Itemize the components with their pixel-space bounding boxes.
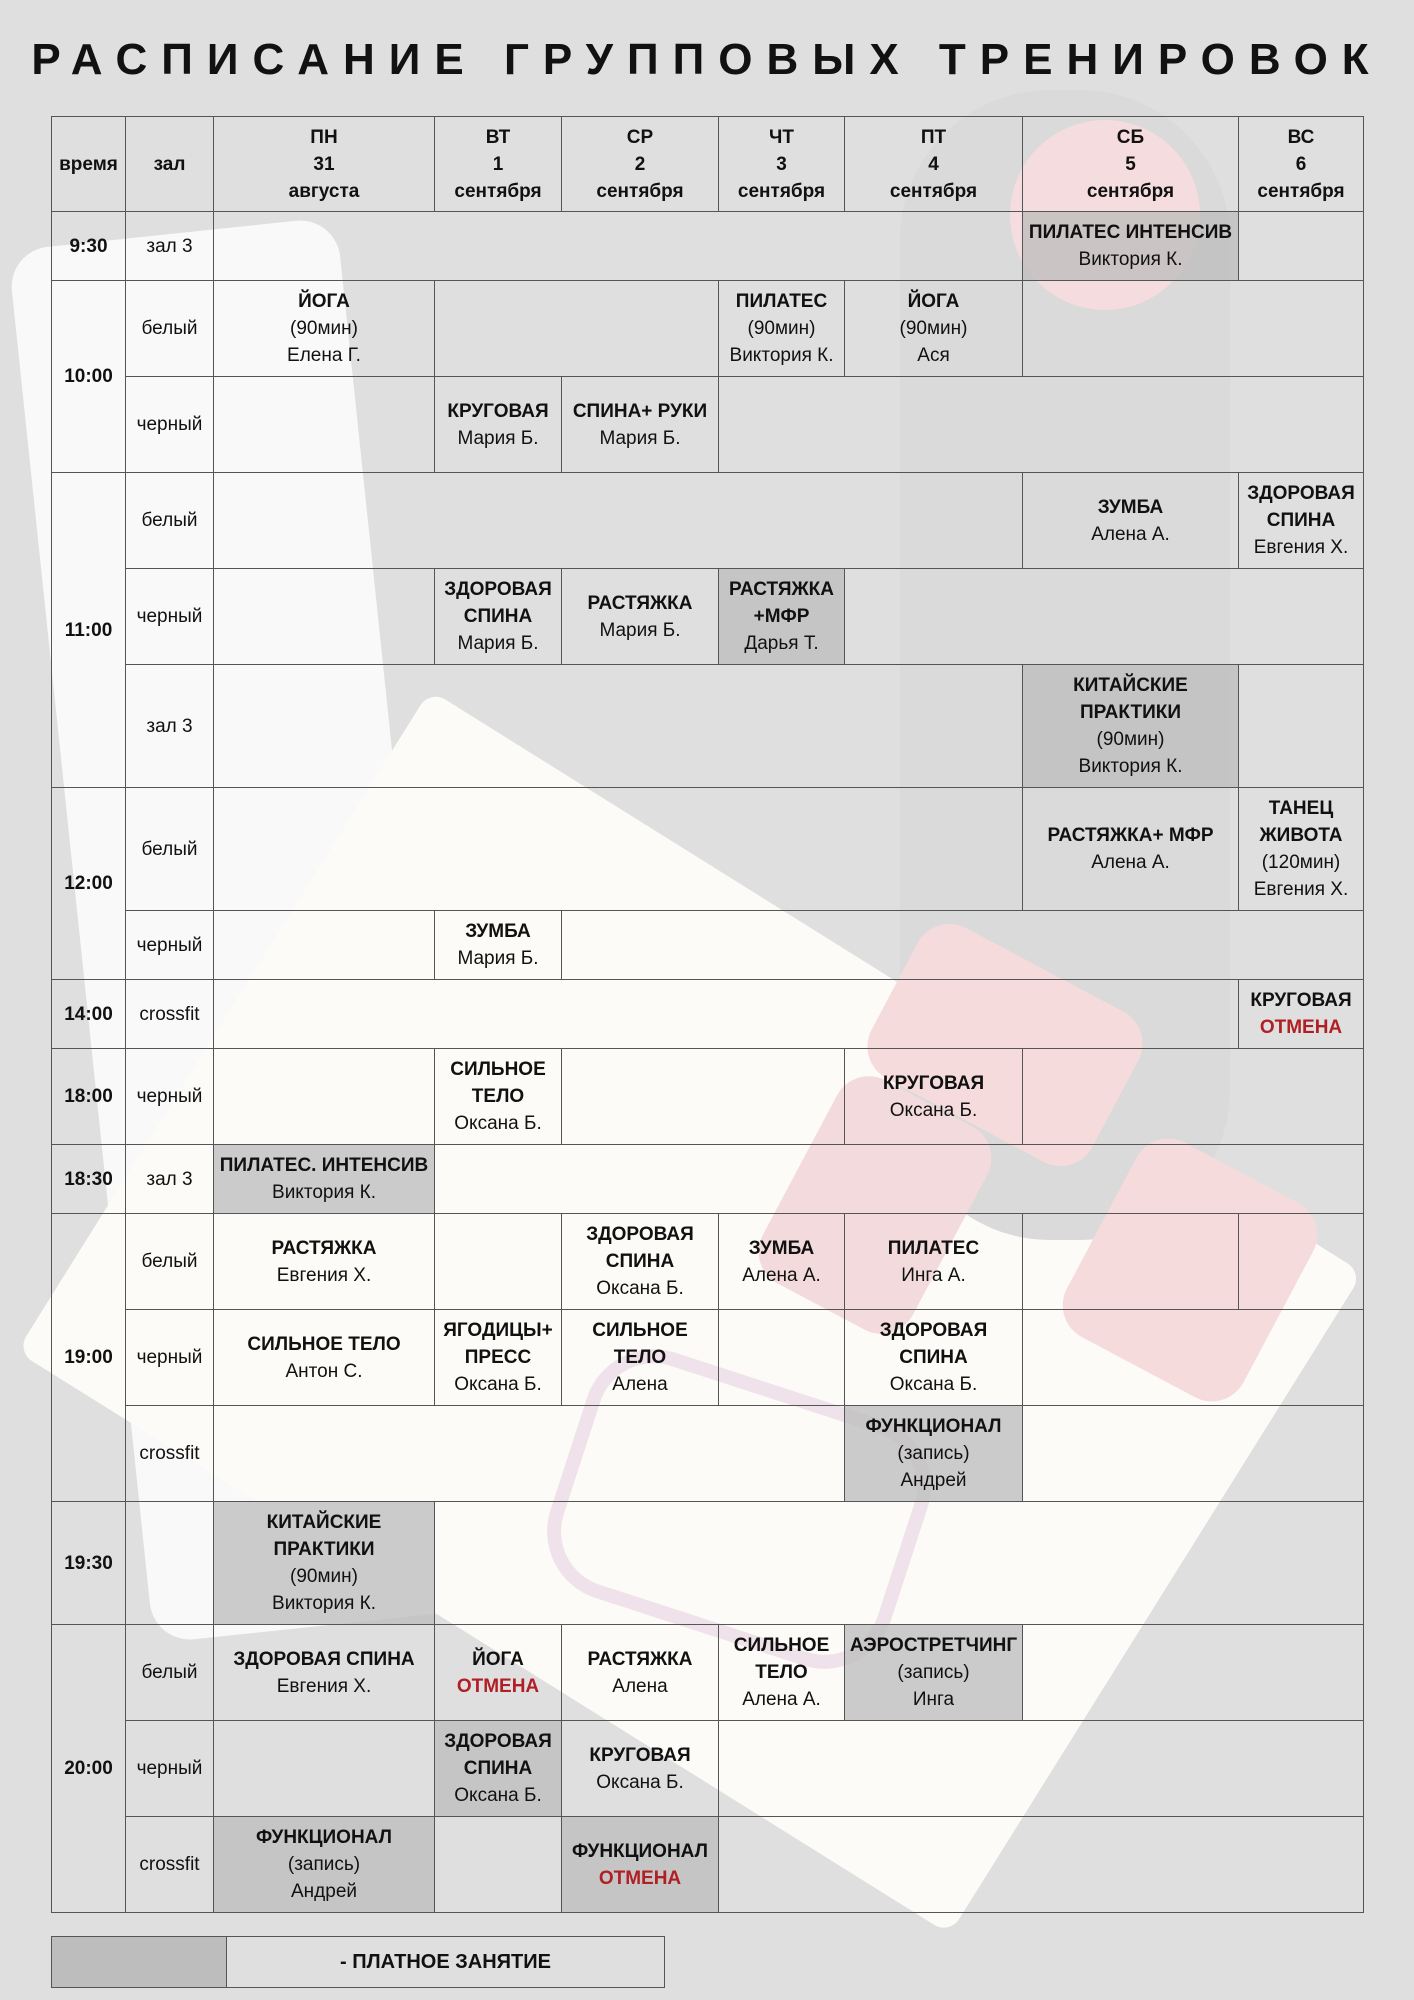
class-trainer: Мария Б. (457, 427, 539, 449)
day-number: 2 (634, 153, 646, 175)
class-name: ПИЛАТЕС ИНТЕНСИВ (1028, 222, 1233, 243)
class-trainer: Мария Б. (457, 633, 539, 654)
header-day (562, 117, 719, 212)
class-cell[interactable] (562, 1721, 719, 1817)
class-name: ЙОГА (298, 291, 350, 312)
class-name: ЗУМБА (1097, 496, 1164, 518)
class-name: ПИЛАТЕС. ИНТЕНСИВ (219, 1155, 429, 1176)
class-trainer: Мария Б. (599, 619, 681, 641)
time-cell: 14:00 (52, 980, 126, 1049)
class-trainer: Оксана Б. (889, 1374, 978, 1395)
hall-cell: черный (126, 1721, 214, 1817)
class-cell[interactable] (719, 569, 845, 665)
day-abbr: ПТ (920, 126, 947, 148)
class-duration: (120мин) (1261, 852, 1341, 873)
class-trainer: Виктория К. (729, 345, 834, 366)
day-abbr: ВС (1287, 126, 1315, 148)
class-name: КИТАЙСКИЕ ПРАКТИКИ (1073, 675, 1188, 723)
class-cell[interactable] (719, 1214, 845, 1310)
empty-cell (719, 1721, 1364, 1817)
class-cell[interactable] (435, 1721, 562, 1817)
schedule-row (52, 1049, 1364, 1145)
time-cell: 19:30 (52, 1502, 126, 1625)
class-duration: (запись) (287, 1854, 361, 1875)
class-trainer: Андрей (900, 1470, 967, 1491)
header-day (1239, 117, 1364, 212)
empty-cell (1239, 212, 1364, 281)
empty-cell (214, 980, 1239, 1049)
empty-cell (435, 1817, 562, 1913)
day-month: сентября (889, 180, 978, 202)
class-cell[interactable] (1239, 788, 1364, 911)
class-trainer: Оксана Б. (596, 1771, 684, 1793)
time-cell: 19:00 (52, 1214, 126, 1502)
class-duration: (запись) (897, 1662, 970, 1683)
class-cell[interactable] (214, 1502, 435, 1625)
class-cell[interactable] (562, 1310, 719, 1406)
class-name: КРУГОВАЯ (1250, 990, 1352, 1011)
class-cell[interactable] (435, 1310, 562, 1406)
empty-cell (845, 569, 1364, 665)
empty-cell (1023, 1625, 1364, 1721)
hall-cell: белый (126, 281, 214, 377)
class-cell[interactable] (435, 1625, 562, 1721)
class-name: ФУНКЦИОНАЛ (865, 1416, 1002, 1437)
class-cell[interactable] (1239, 473, 1364, 569)
class-name: КРУГОВАЯ (589, 1744, 691, 1766)
empty-cell (1023, 1310, 1364, 1406)
day-number: 6 (1295, 153, 1307, 175)
day-abbr: ПН (310, 126, 338, 148)
class-cell[interactable] (214, 1817, 435, 1913)
class-name: РАСТЯЖКА+ МФР (1047, 825, 1214, 846)
empty-cell (214, 377, 435, 473)
class-cell[interactable] (719, 281, 845, 377)
hall-cell: черный (126, 911, 214, 980)
schedule-row (52, 1625, 1364, 1721)
empty-cell (1023, 1406, 1364, 1502)
time-cell: 10:00 (52, 281, 126, 473)
class-trainer: Оксана Б. (596, 1278, 684, 1299)
schedule-row (52, 212, 1364, 281)
class-cell[interactable] (845, 1310, 1023, 1406)
header-day (435, 117, 562, 212)
class-trainer: Мария Б. (599, 427, 681, 449)
schedule-row (52, 1406, 1364, 1502)
empty-cell (562, 911, 1364, 980)
legend-label: - ПЛАТНОЕ ЗАНЯТИЕ (227, 1936, 665, 1988)
empty-cell (719, 377, 1364, 473)
class-trainer: Мария Б. (457, 948, 539, 969)
class-name: ЗДОРОВАЯ СПИНА (879, 1320, 988, 1368)
class-trainer: Виктория К. (272, 1182, 376, 1203)
empty-cell (214, 788, 1023, 911)
hall-cell: зал 3 (126, 212, 214, 281)
class-duration: (запись) (897, 1443, 970, 1464)
header-day (214, 117, 435, 212)
class-name: СИЛЬНОЕ ТЕЛО (247, 1333, 401, 1355)
hall-cell: crossfit (126, 1406, 214, 1502)
day-month: сентября (454, 180, 542, 202)
empty-cell (214, 212, 1023, 281)
hall-cell: белый (126, 788, 214, 911)
class-name: ЗДОРОВАЯ СПИНА (444, 579, 552, 627)
class-name: РАСТЯЖКА +МФР (728, 579, 834, 627)
hall-cell: белый (126, 1625, 214, 1721)
day-abbr: СБ (1116, 126, 1145, 148)
class-name: ФУНКЦИОНАЛ (572, 1840, 708, 1862)
class-trainer: Оксана Б. (454, 1785, 542, 1806)
header-time: время (52, 117, 126, 212)
hall-cell: черный (126, 1310, 214, 1406)
time-cell: 9:30 (52, 212, 126, 281)
class-cell[interactable] (562, 1817, 719, 1913)
schedule-row (52, 569, 1364, 665)
class-cell[interactable] (845, 1625, 1023, 1721)
class-trainer: Евгения Х. (276, 1264, 372, 1286)
empty-cell (435, 281, 719, 377)
empty-cell (214, 1721, 435, 1817)
class-trainer: Оксана Б. (454, 1113, 542, 1134)
class-cell[interactable] (214, 1625, 435, 1721)
hall-cell: crossfit (126, 980, 214, 1049)
class-trainer: Ася (917, 345, 950, 366)
day-number: 4 (928, 153, 939, 175)
empty-cell (1023, 281, 1364, 377)
class-cell[interactable] (562, 1214, 719, 1310)
class-trainer: Евгения Х. (276, 1675, 372, 1697)
header-day (719, 117, 845, 212)
schedule-row (52, 377, 1364, 473)
schedule-row (52, 788, 1364, 911)
class-duration: (90мин) (290, 1566, 358, 1587)
class-duration: (90мин) (747, 318, 816, 339)
class-cell[interactable] (435, 1049, 562, 1145)
time-cell: 11:00 (52, 473, 126, 788)
class-trainer: Инга А. (901, 1264, 966, 1286)
class-name: СИЛЬНОЕ ТЕЛО (733, 1635, 830, 1683)
day-month: сентября (596, 180, 684, 202)
class-cell[interactable] (1023, 788, 1239, 911)
header-hall: зал (126, 117, 214, 212)
class-trainer: Алена (612, 1675, 668, 1697)
empty-cell (214, 1406, 845, 1502)
hall-cell: зал 3 (126, 1145, 214, 1214)
class-cell[interactable] (435, 569, 562, 665)
day-abbr: ВТ (485, 126, 511, 148)
schedule-row (52, 980, 1364, 1049)
time-cell: 18:00 (52, 1049, 126, 1145)
class-name: ЯГОДИЦЫ+ ПРЕСС (443, 1320, 553, 1368)
empty-cell (435, 1502, 1364, 1625)
class-trainer: Оксана Б. (889, 1099, 978, 1121)
empty-cell (1023, 1214, 1239, 1310)
class-name: ЗУМБА (748, 1237, 815, 1259)
class-trainer: Инга (912, 1689, 955, 1710)
empty-cell (435, 1214, 562, 1310)
class-cell[interactable] (214, 281, 435, 377)
schedule-table (51, 116, 1364, 1913)
empty-cell (435, 1145, 1364, 1214)
class-name: КИТАЙСКИЕ ПРАКТИКИ (266, 1512, 382, 1560)
class-cell[interactable] (845, 1406, 1023, 1502)
class-trainer: Андрей (291, 1881, 357, 1902)
class-cell[interactable] (1239, 980, 1364, 1049)
empty-cell (214, 569, 435, 665)
class-trainer: Алена А. (1091, 852, 1170, 873)
class-name: СПИНА+ РУКИ (572, 400, 708, 422)
day-number: 31 (313, 153, 335, 175)
schedule-row (52, 281, 1364, 377)
class-name: РАСТЯЖКА (271, 1237, 377, 1259)
class-name: ЙОГА (472, 1648, 524, 1670)
class-name: ЗУМБА (465, 921, 531, 942)
class-name: ПИЛАТЕС (735, 291, 828, 312)
empty-cell (1239, 665, 1364, 788)
cancel-label: ОТМЕНА (598, 1867, 682, 1889)
class-cell[interactable] (435, 911, 562, 980)
day-number: 3 (776, 153, 787, 175)
class-trainer: Виктория К. (1078, 756, 1183, 777)
schedule-row (52, 1502, 1364, 1625)
class-name: КРУГОВАЯ (447, 400, 549, 422)
cancel-label: ОТМЕНА (456, 1675, 540, 1697)
class-name: ТАНЕЦ ЖИВОТА (1259, 798, 1343, 846)
class-cell[interactable] (719, 1625, 845, 1721)
class-trainer: Виктория К. (272, 1593, 376, 1614)
hall-cell: белый (126, 473, 214, 569)
schedule-row (52, 1721, 1364, 1817)
class-name: РАСТЯЖКА (587, 592, 693, 614)
class-name: СИЛЬНОЕ ТЕЛО (592, 1320, 688, 1368)
hall-cell (126, 1502, 214, 1625)
schedule-row (52, 1310, 1364, 1406)
class-name: ЗДОРОВАЯ СПИНА (1247, 483, 1355, 531)
class-name: КРУГОВАЯ (882, 1072, 985, 1094)
day-month: сентября (737, 180, 826, 202)
schedule-row (52, 1145, 1364, 1214)
class-cell[interactable] (562, 377, 719, 473)
header-day (845, 117, 1023, 212)
class-cell[interactable] (845, 1049, 1023, 1145)
class-name: РАСТЯЖКА (587, 1648, 693, 1670)
header-day (1023, 117, 1239, 212)
class-cell[interactable] (845, 281, 1023, 377)
day-month: сентября (1086, 180, 1175, 202)
time-cell: 20:00 (52, 1625, 126, 1913)
schedule-row (52, 665, 1364, 788)
hall-cell: зал 3 (126, 665, 214, 788)
schedule-row (52, 473, 1364, 569)
hall-cell: черный (126, 377, 214, 473)
class-name: АЭРОСТРЕТЧИНГ (849, 1635, 1018, 1656)
schedule-row (52, 1817, 1364, 1913)
class-name: ЗДОРОВАЯ СПИНА (233, 1648, 415, 1670)
hall-cell: crossfit (126, 1817, 214, 1913)
class-cell[interactable] (214, 1214, 435, 1310)
empty-cell (719, 1817, 1364, 1913)
class-trainer: Алена А. (742, 1689, 821, 1710)
class-cell[interactable] (435, 377, 562, 473)
class-cell[interactable] (214, 1145, 435, 1214)
class-duration: (90мин) (290, 318, 358, 339)
class-trainer: Алена А. (742, 1264, 821, 1286)
class-trainer: Алена (612, 1374, 668, 1395)
cancel-label: ОТМЕНА (1259, 1017, 1343, 1038)
day-abbr: ЧТ (769, 126, 794, 148)
empty-cell (214, 911, 435, 980)
time-cell: 18:30 (52, 1145, 126, 1214)
schedule-row (52, 1214, 1364, 1310)
class-cell[interactable] (845, 1214, 1023, 1310)
class-cell[interactable] (1023, 473, 1239, 569)
class-cell[interactable] (562, 1625, 719, 1721)
class-cell[interactable] (214, 1310, 435, 1406)
class-cell[interactable] (1023, 212, 1239, 281)
class-name: ПИЛАТЕС (887, 1237, 980, 1259)
class-trainer: Елена Г. (287, 345, 361, 366)
class-trainer: Антон С. (285, 1360, 363, 1382)
empty-cell (214, 1049, 435, 1145)
empty-cell (1023, 1049, 1364, 1145)
class-name: СИЛЬНОЕ ТЕЛО (450, 1059, 546, 1107)
day-abbr: СР (626, 126, 654, 148)
class-name: ЗДОРОВАЯ СПИНА (586, 1224, 694, 1272)
class-trainer: Виктория К. (1078, 249, 1183, 270)
class-name: ЙОГА (907, 291, 960, 312)
day-month: сентября (1257, 180, 1345, 202)
class-duration: (90мин) (1096, 729, 1165, 750)
class-trainer: Евгения Х. (1253, 879, 1349, 900)
day-number: 1 (492, 153, 504, 175)
hall-cell: черный (126, 1049, 214, 1145)
empty-cell (562, 1049, 845, 1145)
page-title: РАСПИСАНИЕ ГРУППОВЫХ ТРЕНИРОВОК (31, 35, 1383, 84)
empty-cell (719, 1310, 845, 1406)
legend (51, 1936, 665, 1988)
class-trainer: Дарья Т. (744, 633, 819, 654)
class-trainer: Евгения Х. (1253, 537, 1349, 558)
empty-cell (214, 665, 1023, 788)
class-cell[interactable] (562, 569, 719, 665)
header-row (52, 117, 1364, 212)
class-trainer: Оксана Б. (454, 1374, 542, 1395)
hall-cell: черный (126, 569, 214, 665)
hall-cell: белый (126, 1214, 214, 1310)
class-cell[interactable] (1023, 665, 1239, 788)
empty-cell (214, 473, 1023, 569)
empty-cell (1239, 1214, 1364, 1310)
time-cell: 12:00 (52, 788, 126, 980)
class-trainer: Алена А. (1091, 523, 1170, 545)
day-number: 5 (1125, 153, 1136, 175)
day-month: августа (288, 180, 360, 202)
schedule-row (52, 911, 1364, 980)
class-name: ЗДОРОВАЯ СПИНА (444, 1731, 552, 1779)
class-name: ФУНКЦИОНАЛ (256, 1827, 392, 1848)
class-duration: (90мин) (899, 318, 968, 339)
legend-swatch (51, 1936, 227, 1988)
